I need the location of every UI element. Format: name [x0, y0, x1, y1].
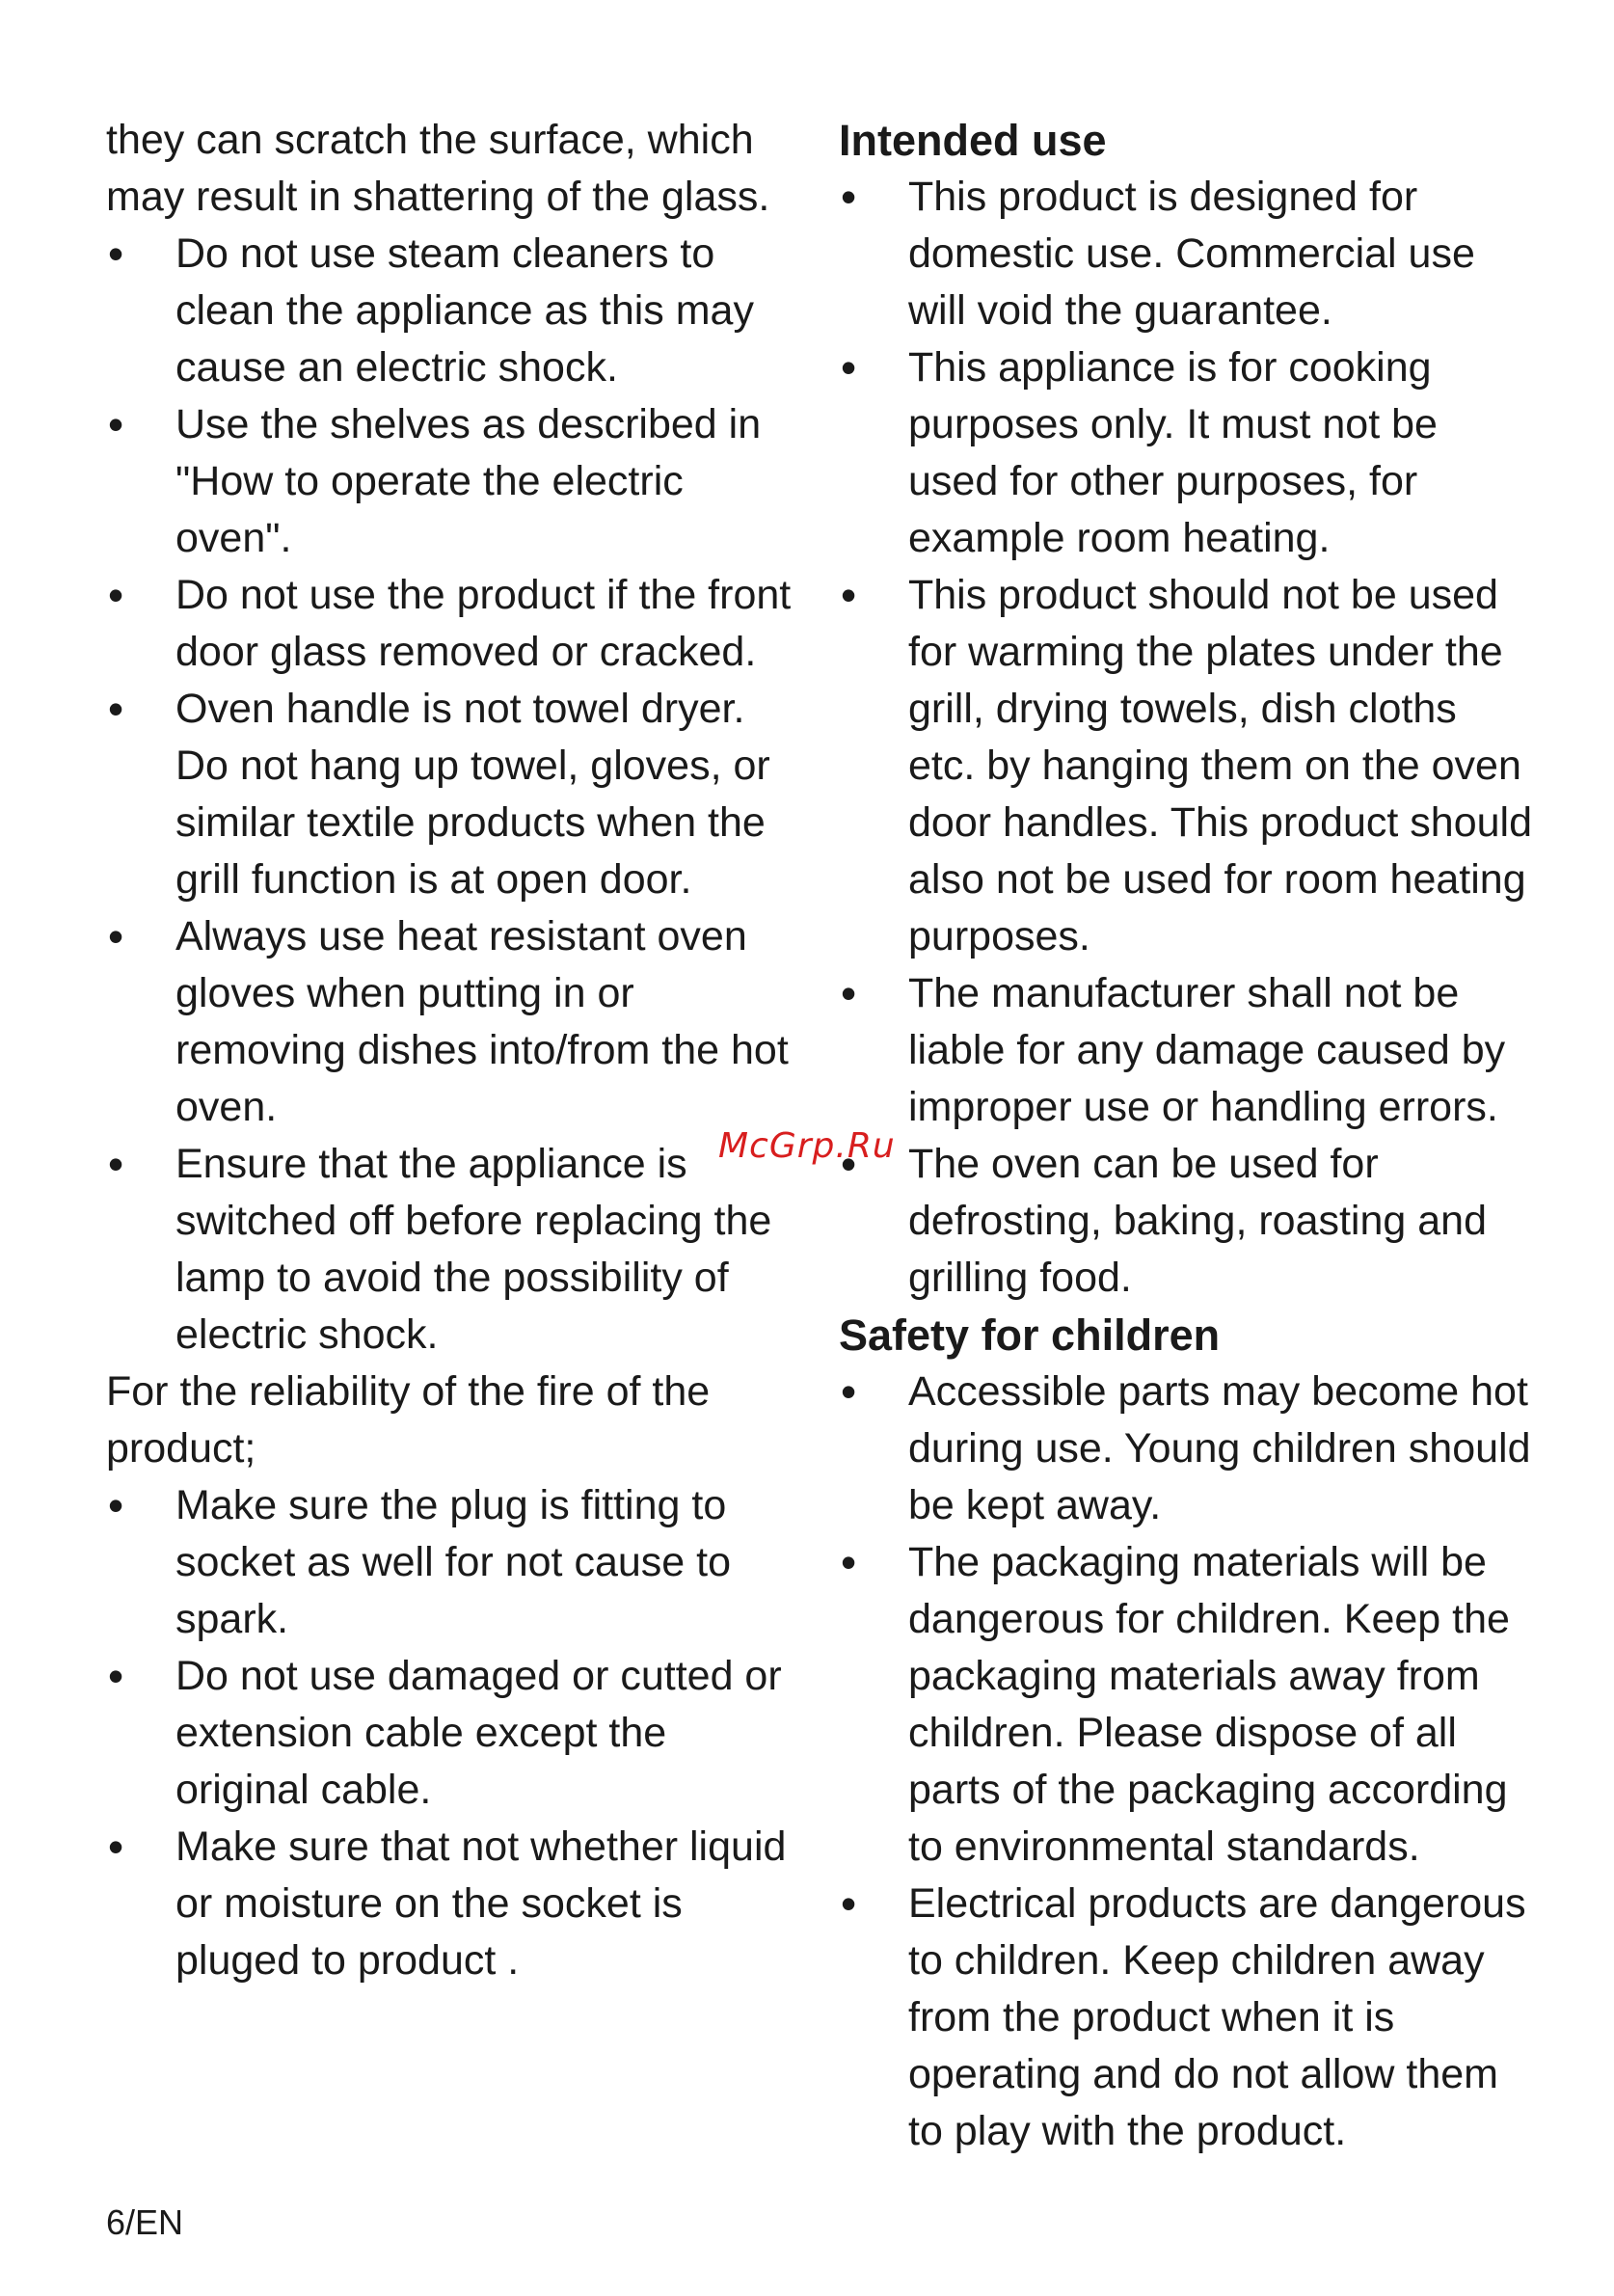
intended-use-heading: Intended use [839, 116, 1107, 165]
list-item: • Ensure that the appliance is switched off before replacing the lamp to avoid the possibility of electric shock. [106, 1136, 800, 1364]
list-item: • This appliance is for cooking purposes only. It must not be used for other purposes, for example room heating. [839, 339, 1533, 567]
list-item: • Do not use the product if the front door glass removed or cracked. [106, 567, 800, 681]
intended-use-list [839, 169, 1533, 1307]
left-column [106, 112, 800, 1989]
list-item: • This product is designed for domestic use. Commercial use will void the guarantee. [839, 169, 1533, 339]
reliability-list [106, 1477, 800, 1989]
list-item: • The packaging materials will be dangerous for children. Keep the packaging materials away from children. Please dispose of all parts of the packaging according to environmental standards. [839, 1534, 1533, 1876]
right-column [839, 112, 1533, 2160]
list-item: • Make sure the plug is fitting to socket as well for not cause to spark. [106, 1477, 800, 1648]
list-item: • This product should not be used for warming the plates under the grill, drying towels, dish cloths etc. by hanging them on the oven door handles. This product should also not be used for room heating purposes. [839, 567, 1533, 965]
list-item: • Use the shelves as described in "How to operate the electric oven". [106, 396, 800, 567]
safety-children-heading: Safety for children [839, 1310, 1221, 1360]
safety-children-list [839, 1364, 1533, 2160]
list-item: • Do not use damaged or cutted or extension cable except the original cable. [106, 1648, 800, 1819]
continuation-text: they can scratch the surface, which may result in shattering of the glass. [106, 117, 770, 220]
list-item: • Oven handle is not towel dryer. Do not hang up towel, gloves, or similar textile products when the grill function is at open door. [106, 681, 800, 908]
reliability-paragraph: For the reliability of the fire of the product; [106, 1368, 711, 1472]
page-number: 6/EN [106, 2202, 184, 2242]
list-item: • The manufacturer shall not be liable for any damage caused by improper use or handling errors. [839, 965, 1533, 1136]
watermark: McGrp.Ru [718, 1126, 896, 1166]
list-item: • The oven can be used for defrosting, baking, roasting and grilling food. [839, 1136, 1533, 1307]
list-item: • Do not use steam cleaners to clean the appliance as this may cause an electric shock. [106, 226, 800, 396]
list-item: • Make sure that not whether liquid or moisture on the socket is pluged to product . [106, 1819, 800, 1989]
list-item: • Always use heat resistant oven gloves when putting in or removing dishes into/from the hot oven. [106, 908, 800, 1136]
list-item: • Electrical products are dangerous to children. Keep children away from the product when it is operating and do not allow them to play with the product. [839, 1876, 1533, 2160]
list-item: • Accessible parts may become hot during use. Young children should be kept away. [839, 1364, 1533, 1534]
warnings-list [106, 226, 800, 1364]
